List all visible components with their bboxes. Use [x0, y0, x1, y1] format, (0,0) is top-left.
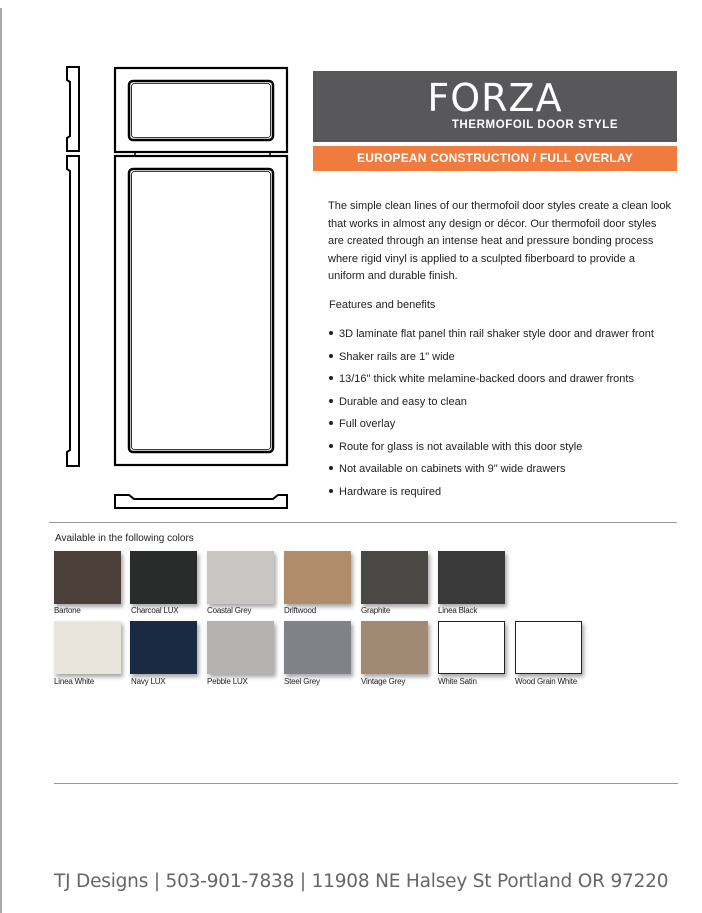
- bullet-icon: [329, 376, 333, 380]
- color-swatch-steel-grey: [284, 621, 351, 674]
- title-block: [313, 71, 677, 142]
- feature-item: Route for glass is not available with this door style: [329, 438, 654, 461]
- color-swatch-graphite: [361, 551, 428, 604]
- bullet-icon: [329, 489, 333, 493]
- feature-item: Durable and easy to clean: [329, 393, 654, 416]
- features-list: [329, 325, 654, 505]
- swatch-label: Graphite: [361, 606, 391, 615]
- product-description: The simple clean lines of our thermofoil door styles create a clean look that works in almost any design or décor. Our thermofoil door styles are created through an intense heat and pressure bonding process where rigid vinyl is applied to a sculpted fiberboard to provide a uniform and durable finish.: [328, 200, 672, 282]
- bullet-icon: [329, 331, 333, 335]
- swatch-label: Linea Black: [438, 606, 478, 615]
- swatch-label: Driftwood: [284, 606, 316, 615]
- door-panel: [129, 169, 273, 452]
- bullet-icon: [329, 444, 333, 448]
- drawer-front-panel: [129, 81, 273, 140]
- door-outline: [115, 156, 287, 465]
- bullet-icon: [329, 421, 333, 425]
- feature-item: Hardware is required: [329, 483, 654, 506]
- swatch-label: Vintage Grey: [361, 677, 406, 686]
- divider-bottom: [54, 783, 678, 784]
- door-side-profile: [67, 156, 79, 466]
- swatch-label: Wood Grain White: [515, 677, 578, 686]
- construction-banner: EUROPEAN CONSTRUCTION / FULL OVERLAY: [313, 146, 677, 171]
- bottom-profile: [115, 495, 287, 508]
- colors-heading: Available in the following colors: [55, 533, 194, 544]
- feature-item: 13/16" thick white melamine-backed doors and drawer fronts: [329, 370, 654, 393]
- divider-top: [49, 522, 677, 523]
- color-swatch-driftwood: [284, 551, 351, 604]
- bullet-icon: [329, 399, 333, 403]
- swatch-label: Steel Grey: [284, 677, 320, 686]
- color-swatch-linea-white: [54, 621, 121, 674]
- footer-contact: TJ Designs | 503-901-7838 | 11908 NE Halsey St Portland OR 97220: [54, 871, 669, 892]
- bullet-icon: [329, 466, 333, 470]
- color-swatch-charcoal-lux: [130, 551, 197, 604]
- feature-item: Shaker rails are 1" wide: [329, 348, 654, 371]
- features-heading: Features and benefits: [329, 299, 436, 311]
- swatch-label: Coastal Grey: [207, 606, 252, 615]
- feature-item: Not available on cabinets with 9" wide drawers: [329, 460, 654, 483]
- swatch-label: Charcoal LUX: [131, 606, 179, 615]
- color-swatch-coastal-grey: [207, 551, 274, 604]
- color-swatch-pebble-lux: [207, 621, 274, 674]
- color-swatch-bartone: [54, 551, 121, 604]
- drawer-side-profile: [67, 67, 79, 151]
- bullet-icon: [329, 354, 333, 358]
- feature-item: Full overlay: [329, 415, 654, 438]
- color-swatch-navy-lux: [130, 621, 197, 674]
- color-swatch-vintage-grey: [361, 621, 428, 674]
- swatch-label: Bartone: [54, 606, 81, 615]
- color-swatch-white-satin: [438, 621, 505, 674]
- swatch-label: Navy LUX: [131, 677, 166, 686]
- page-edge-line: [0, 8, 2, 913]
- swatch-label: White Satin: [438, 677, 477, 686]
- product-subtitle: THERMOFOIL DOOR STYLE: [451, 119, 619, 131]
- swatch-label: Pebble LUX: [207, 677, 248, 686]
- feature-item: 3D laminate flat panel thin rail shaker style door and drawer front: [329, 325, 654, 348]
- color-swatch-linea-black: [438, 551, 505, 604]
- door-drawing: [60, 62, 300, 517]
- swatch-label: Linea White: [54, 677, 95, 686]
- product-title: FORZA: [427, 76, 563, 120]
- color-swatch-wood-grain-white: [515, 621, 582, 674]
